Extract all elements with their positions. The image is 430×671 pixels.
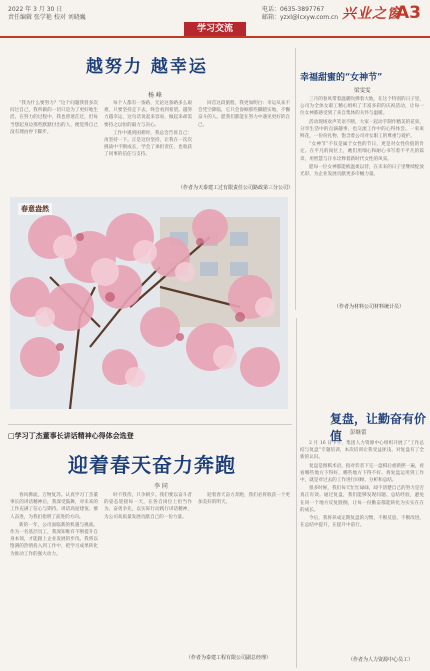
right-article-paragraph: 愿每一位女神都能被温柔以待，在未来的日子里继续绽放光彩，为企业发展贡献更多巾帼力量。: [300, 164, 424, 178]
article2-column-2: [104, 492, 192, 664]
article1-title: 越努力 越幸运: [86, 57, 208, 77]
right-article-paragraph: “女神节”不仅是属于女性的节日，更是对女性价值的肯定。在平凡的岗位上，她们用细心和耐心书写着不平凡的篇章，用智慧与汗水诠释着新时代女性的风采。: [300, 142, 424, 162]
photo-caption: 春意盎然: [18, 203, 52, 215]
article1-author: 杨 峰: [148, 92, 162, 99]
page-number: A3: [396, 3, 421, 23]
article2-title: 迎着春天奋力奔跑: [68, 453, 236, 477]
section-title: 学习交流: [184, 22, 246, 36]
section-divider: [8, 424, 292, 425]
blossom-illustration: [10, 197, 288, 409]
contact-info: [262, 6, 338, 22]
article1-paragraph: 每个人都有一条路，无论这条路多么艰难，只要坚持走下去，终会看到希望。越努力越幸运，这句话说起来容易，做起来却需要持之以恒的毅力与决心。: [104, 101, 192, 128]
issue-date: 2022 年 3 月 30 日: [8, 6, 63, 13]
article2-paragraph: 新的一年，公司面临新的机遇与挑战。作为一名基层员工，我深知唯有不断提升自身本领，才能跟上企业发展的步伐。我将以饱满的热情投入到工作中，把学习成果转化为推动工作的强大动力。: [10, 522, 98, 557]
article2-paragraph: 时不我待，只争朝夕。我们要以奋斗者的姿态迎接每一天，在各自岗位上担当作为、奋勇争先，以实际行动践行讲话精神，为公司高质量发展贡献自己的一份力量。: [104, 493, 192, 520]
right-article-paragraph: 活动现场欢声笑语不断，大家一起动手制作精美的花束，分享生活中的点滴趣事，也交流工作中的心得体会。一束束鲜花，一份份礼物，饱含着公司对女职工的尊重与爱护。: [300, 119, 424, 140]
email: 邮箱：yzxl@lcxyw.com.cn: [262, 14, 339, 21]
article3-author: 彭继蕾: [350, 430, 367, 436]
right-article-body: [300, 96, 424, 300]
blossom-photo: [10, 197, 288, 409]
article3-paragraph: 今后，我将养成定期复盘的习惯，不断反思、不断改进，在总结中提升，在提升中前行。: [300, 516, 424, 529]
article2-credit: （作者为泰建工程有限公司副总经理）: [186, 655, 272, 661]
article1-column-2: [104, 100, 192, 188]
article2-banner: □学习丁杰董事长讲话精神心得体会选登: [8, 431, 134, 440]
article3-paragraph: 复盘是围棋术语，指对弈者下完一盘棋后重新摆一遍，看看哪些地方下得好，哪些地方下得不好。将复盘运用到工作中，就是对过去的工作进行回顾、分析和总结。: [300, 463, 424, 484]
article2-paragraph: 春风拂面，万物复苏。认真学习丁杰董事长的讲话精神后，我深受鼓舞，对未来的工作充满了信心与期待。讲话高屋建瓴、催人奋进，为我们指明了前进的方向。: [10, 493, 98, 520]
article1-column-3: [198, 100, 290, 180]
right-article-credit: （作者为材料公司材料统计员）: [334, 304, 405, 310]
article2-paragraph: 迎着春天奋力奔跑，我们必将收获一个更加美好的明天。: [198, 493, 290, 506]
right-article-author: 梁雯雯: [354, 88, 371, 94]
article3-body: [300, 440, 424, 652]
header-meta: [8, 6, 86, 22]
article2-column-3: [198, 492, 290, 648]
article1-credit: （作者为天泰建工过有限责任公司路政第三分公司）: [178, 185, 294, 191]
phone: 电话：0635-3897767: [262, 6, 325, 13]
article2-column-1: [10, 492, 98, 664]
masthead-logo: 兴业之窗: [342, 6, 402, 22]
article2-banner-text: 学习丁杰董事长讲话精神心得体会选登: [14, 431, 134, 440]
article1-paragraph: “我为什么要努力？”这个问题我曾多次问过自己，我所做的一切只是为了更好地生活。在努力的过程中，我也曾迷茫过，但每当想起身边那些默默付出的人，便觉得自己没有理由停下脚步。: [10, 101, 98, 135]
editor-line: 责任编辑 张学艳 校对 刘晓巍: [8, 14, 86, 21]
article3-title: 复盘，让勤奋有价值: [330, 412, 427, 443]
article2-author: 李 同: [154, 483, 168, 490]
article3-credit: （作者为人力资源中心员工）: [348, 657, 414, 663]
article3-paragraph: 2 月 16 日下午，集团人力资源中心组织开展了“工作总结与复盘”专题培训，本次培训让我受益匪浅，对复盘有了全新的认识。: [300, 441, 424, 461]
article1-column-1: [10, 100, 98, 188]
article1-paragraph: 回首这段旅程，我更加明白：幸运从来不会凭空降临，它只会眷顾那些脚踏实地、不懈奋斗的人。愿我们都能在努力中遇见更好的自己。: [198, 101, 290, 128]
article3-paragraph: 很多时候，我们每天忙忙碌碌，却不清楚自己的努力是否真正有效。通过复盘，我们能够发现问题、总结经验，避免在同一个地方反复跌倒，让每一份勤奋都能转化为实实在在的成长。: [300, 486, 424, 513]
right-article-title: 幸福甜蜜的“女神节”: [300, 73, 383, 83]
page-header: [0, 0, 430, 38]
column-divider: [296, 318, 297, 668]
right-article-paragraph: 三月的春风带着温暖吹拂着大地，在这个特别的日子里，公司为全体女职工精心组织了丰富多彩的庆祝活动，让每一位女神都感受到了来自集体的关怀与温暖。: [300, 97, 424, 117]
article1-paragraph: 工作中遇到困难时，我总会告诉自己：再坚持一下。正是这份坚持，让我在一次次挑战中不断成长，学会了承担责任，也收获了同事的信任与支持。: [104, 130, 192, 158]
